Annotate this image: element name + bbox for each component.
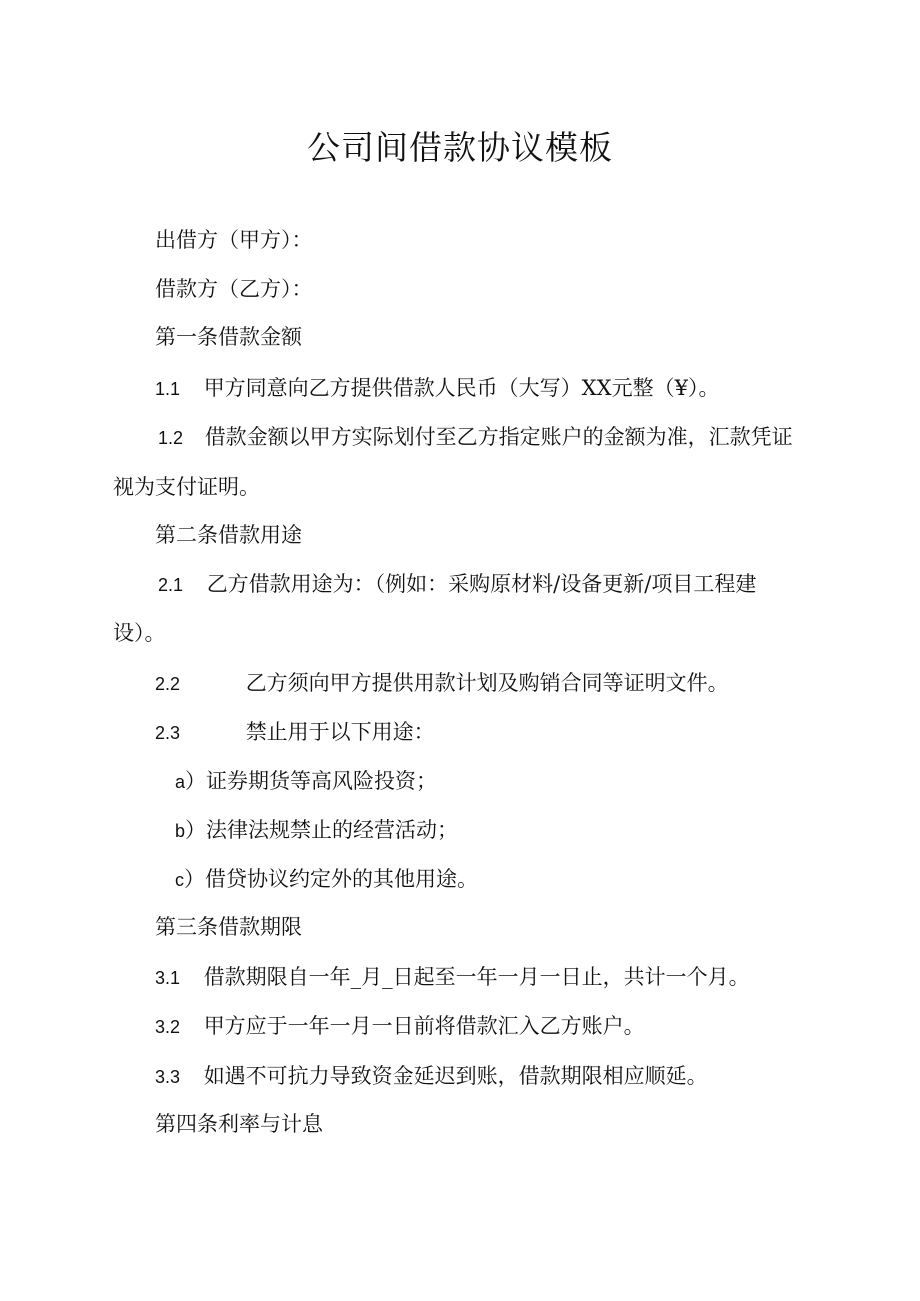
item-c	[0, 864, 920, 895]
clause-3-2-text: 甲方应于一年一月一日前将借款汇入乙方账户。	[203, 1014, 645, 1038]
lender-label: 出借方（甲方）：	[155, 228, 313, 252]
clause-2-2-number: 2.2	[155, 674, 181, 694]
item-b	[0, 815, 920, 846]
clause-1-2-text: 借款金额以甲方实际划付至乙方指定账户的金额为准，汇款凭证	[204, 425, 793, 449]
clause-1-1-text: 甲方同意向乙方提供借款人民币（大写）XX元整（¥）。	[203, 376, 720, 400]
item-a-marker: a	[175, 772, 186, 792]
clause-3-3	[0, 1061, 920, 1092]
article-3-heading-text: 第三条借款期限	[155, 915, 302, 939]
clause-2-2	[0, 668, 920, 699]
borrower-label: 借款方（乙方）：	[155, 277, 313, 301]
article-4-heading	[0, 1109, 920, 1139]
clause-3-2	[0, 1011, 920, 1042]
article-1-heading-text: 第一条借款金额	[155, 325, 302, 349]
clause-1-2-continued	[0, 472, 920, 502]
clause-2-3-text: 禁止用于以下用途：	[245, 720, 435, 744]
article-4-heading-text: 第四条利率与计息	[155, 1112, 323, 1136]
clause-2-1-continued-text: 设）。	[113, 621, 166, 645]
clause-2-2-text: 乙方须向甲方提供用款计划及购销合同等证明文件。	[245, 671, 729, 695]
article-2-heading	[0, 520, 920, 550]
clause-2-1-continued	[0, 618, 920, 648]
clause-3-1-text: 借款期限自一年_月_日起至一年一月一日止，共计一个月。	[203, 965, 750, 989]
article-2-heading-text: 第二条借款用途	[155, 523, 302, 547]
clause-1-2	[0, 422, 920, 453]
clause-2-1-number: 2.1	[158, 575, 184, 595]
clause-3-3-number: 3.3	[155, 1067, 181, 1087]
item-a	[0, 766, 920, 797]
clause-3-1	[0, 962, 920, 993]
clause-1-1-number: 1.1	[155, 379, 181, 399]
clause-3-2-number: 3.2	[155, 1017, 181, 1037]
article-3-heading	[0, 912, 920, 942]
lender-line	[0, 225, 920, 255]
article-1-heading	[0, 322, 920, 352]
item-b-marker: b	[175, 821, 186, 841]
borrower-line	[0, 274, 920, 304]
clause-2-3-number: 2.3	[155, 723, 181, 743]
clause-3-3-text: 如遇不可抗力导致资金延迟到账，借款期限相应顺延。	[203, 1064, 708, 1088]
item-c-text: ）借贷协议约定外的其他用途。	[184, 867, 478, 891]
item-b-text: ）法律法规禁止的经营活动；	[185, 818, 459, 842]
clause-1-1	[0, 373, 920, 404]
item-c-marker: c	[175, 870, 184, 890]
clause-3-1-number: 3.1	[155, 968, 181, 988]
clause-1-2-number: 1.2	[158, 428, 184, 448]
document-title: 公司间借款协议模板	[307, 128, 613, 167]
clause-2-1	[0, 569, 920, 600]
clause-2-1-text: 乙方借款用途为：（例如：采购原材料/设备更新/项目工程建	[206, 572, 757, 596]
clause-1-2-continued-text: 视为支付证明。	[113, 475, 260, 499]
clause-2-3	[0, 717, 920, 748]
item-a-text: ）证券期货等高风险投资；	[185, 769, 438, 793]
